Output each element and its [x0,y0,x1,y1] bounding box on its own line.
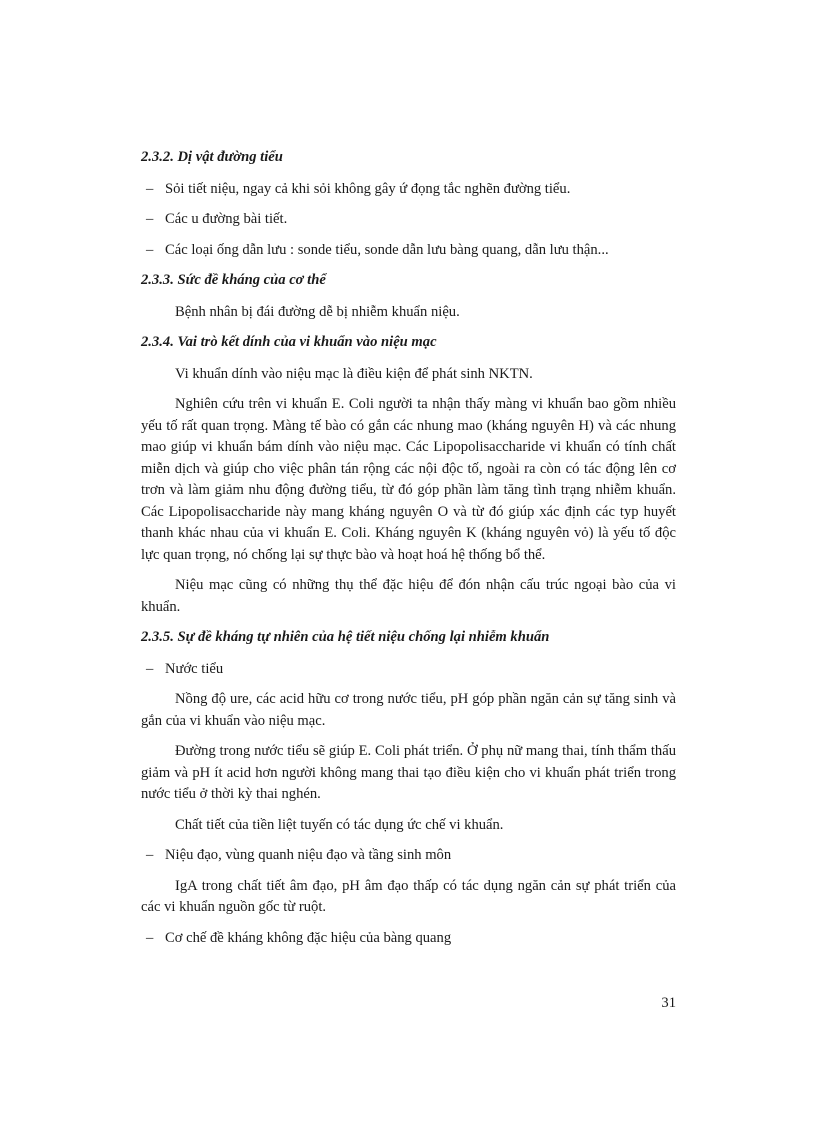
bullet-dash: – [146,929,154,946]
page-number: 31 [661,995,676,1011]
section-2-3-4 [141,332,676,618]
page-content [141,147,676,958]
list-item-text: Sỏi tiết niệu, ngay cả khi sỏi không gây ứ đọng tắc nghẽn đường tiểu. [165,180,571,197]
list-item-text: Niệu đạo, vùng quanh niệu đạo và tầng sinh môn [165,847,452,863]
bullet-dash: – [146,241,154,258]
section-title: 2.3.2. Dị vật đường tiểu [141,149,283,165]
list-item [141,659,676,681]
section-title: 2.3.3. Sức đề kháng của cơ thể [141,272,326,288]
section-2-3-2 [141,147,676,261]
bullet-dash: – [146,660,154,677]
section-2-3-5 [141,627,676,949]
list-item [141,209,676,231]
list-item [141,845,676,867]
section-title: 2.3.5. Sự đề kháng tự nhiên của hệ tiết niệu chống lại nhiễm khuẩn [141,629,550,645]
list-item [141,240,676,262]
paragraph: Chất tiết của tiền liệt tuyến có tác dụng ức chế vi khuẩn. [175,816,504,833]
paragraph: Bệnh nhân bị đái đường dễ bị nhiễm khuẩn niệu. [175,303,460,320]
list-item [141,179,676,201]
bullet-dash: – [146,847,154,863]
paragraph: Niệu mạc cũng có những thụ thể đặc hiệu để đón nhận cấu trúc ngoại bào của vi khuẩn. [141,577,676,615]
section-2-3-3 [141,270,676,323]
list-item [141,928,676,950]
list-item-text: Cơ chế đề kháng không đặc hiệu của bàng quang [165,929,452,946]
bullet-dash: – [146,211,154,227]
bullet-dash: – [146,180,154,197]
list-item-text: Nước tiểu [165,660,224,677]
list-item-text: Các u đường bài tiết. [165,211,288,227]
section-title: 2.3.4. Vai trò kết dính của vi khuẩn vào niệu mạc [141,334,437,350]
paragraph: Nghiên cứu trên vi khuẩn E. Coli người ta nhận thấy màng vi khuẩn bao gồm nhiều yếu tố rất quan trọng. Màng tế bào có gắn các nhung mao (kháng nguyên H) và các nhung mao giúp vi khuẩn bám dính vào niệu mạc. Các Lipopolisaccharide vi khuẩn có tính chất miễn dịch và giúp cho việc phân tán rộng các nội độc tố, ngoài ra còn có tác động lên cơ trơn và làm giảm nhu động đường tiểu, từ đó góp phần làm tăng tình trạng nhiễm khuẩn. Các Lipopolisaccharide này mang kháng nguyên O và từ đó giúp xác định các typ huyết thanh khác nhau của vi khuẩn E. Coli. Kháng nguyên K (kháng nguyên vỏ) là yếu tố độc lực quan trọng, nó chống lại sự thực bào và hoạt hoá hệ thống bổ thể. [141,396,676,563]
paragraph: IgA trong chất tiết âm đạo, pH âm đạo thấp có tác dụng ngăn cản sự phát triển của các vi khuẩn nguồn gốc từ ruột. [141,877,676,915]
paragraph: Đường trong nước tiểu sẽ giúp E. Coli phát triển. Ở phụ nữ mang thai, tính thẩm thấu giảm và pH ít acid hơn người không mang thai tạo điều kiện cho vi khuẩn phát triển trong nước tiểu ở thời kỳ thai nghén. [141,743,676,802]
list-item-text: Các loại ống dẫn lưu : sonde tiểu, sonde dẫn lưu bàng quang, dẫn lưu thận... [165,241,609,258]
paragraph: Nồng độ ure, các acid hữu cơ trong nước tiểu, pH góp phần ngăn cản sự tăng sinh và gắn của vi khuẩn vào niệu mạc. [141,691,676,729]
paragraph: Vi khuẩn dính vào niệu mạc là điều kiện để phát sinh NKTN. [175,365,533,382]
